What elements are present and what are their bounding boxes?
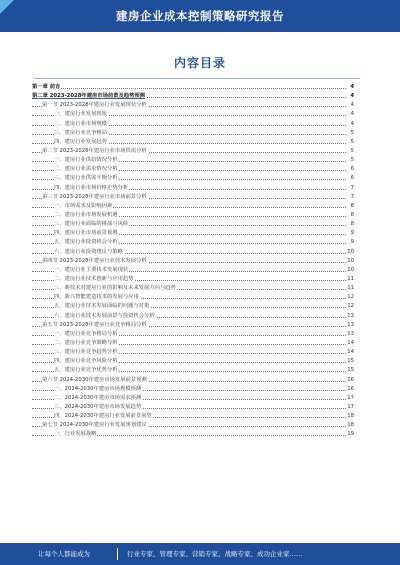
toc-entry[interactable]: [32, 257, 354, 266]
report-title: 建房企业成本控制策略研究报告: [116, 9, 284, 23]
toc-entry-page: 4: [346, 92, 354, 101]
toc-entry-page: 7: [346, 193, 354, 202]
toc-entry-title: 四、建房行业市场前景预测: [54, 229, 119, 238]
toc-entry[interactable]: [32, 312, 354, 321]
toc-entry[interactable]: [32, 101, 354, 110]
toc-entry-title: 四、建房行业市场价格走势分析: [54, 184, 129, 193]
toc-entry-page: 10: [346, 266, 354, 275]
toc-entry-page: 8: [346, 220, 354, 229]
toc-entry-title: 二、2024-2030年建房市场需求预测: [54, 394, 142, 403]
toc-entry-title: 三、建房行业竞争格局: [54, 129, 108, 138]
toc-entry-title: 第二节 2023-2028年建房行业市场供需分析: [42, 147, 148, 156]
toc-entry[interactable]: [32, 138, 354, 147]
toc-entry-title: 第六节 2024-2030年建房市场发展前景预测: [42, 376, 148, 385]
toc-entry-title: 三、2024-2030年建房市场发展趋势: [54, 403, 142, 412]
toc-entry[interactable]: [32, 92, 354, 101]
toc-entry[interactable]: [32, 330, 354, 339]
toc-entry-page: 9: [346, 238, 354, 247]
toc-entry[interactable]: [32, 156, 354, 165]
toc-entry-page: 14: [346, 339, 354, 348]
toc-entry-title: 一、建房行业主要技术发展现状: [54, 266, 129, 275]
footer-bar: [0, 543, 400, 565]
toc-entry-page: 4: [346, 120, 354, 129]
toc-entry-title: 一、行业发展战略: [54, 430, 97, 439]
footer-tagline: 行业专家、管理专家、营销专家、战略专家、成功企业家……: [127, 550, 303, 558]
toc-entry-page: 10: [346, 257, 354, 266]
toc-entry[interactable]: [32, 165, 354, 174]
toc-entry[interactable]: [32, 412, 354, 421]
toc-heading: 内容目录: [173, 56, 226, 70]
toc-entry-page: 4: [346, 101, 354, 110]
toc-entry-page: 8: [346, 211, 354, 220]
toc-entry[interactable]: [32, 83, 354, 92]
toc-entry-page: 5: [346, 129, 354, 138]
toc-entry-title: 四、新兴智能建造技术的发展与应用: [54, 293, 140, 302]
toc-divider: [34, 78, 360, 79]
toc-entry-title: 三、建房行业竞争趋势分析: [54, 348, 119, 357]
toc-entry[interactable]: [32, 184, 354, 193]
toc-entry-title: 四、2024-2030年建房行业发展前景展望: [54, 412, 153, 421]
toc-entry-page: 12: [346, 293, 354, 302]
toc-entry-page: 7: [346, 184, 354, 193]
toc-entry-page: 12: [346, 302, 354, 311]
toc-entry[interactable]: [32, 357, 354, 366]
toc-entry[interactable]: [32, 193, 354, 202]
toc-entry-page: 11: [346, 284, 354, 293]
toc-entry-page: 10: [346, 248, 354, 257]
toc-entry[interactable]: [32, 302, 354, 311]
toc-entry-page: 8: [346, 202, 354, 211]
toc-entry-page: 4: [346, 83, 354, 92]
table-of-contents: [32, 83, 354, 439]
dot-leader: [32, 88, 346, 89]
toc-entry-page: 11: [346, 275, 354, 284]
toc-entry-page: 18: [346, 421, 354, 430]
toc-entry-title: 二、建房行业市场发展机遇: [54, 211, 119, 220]
toc-entry-title: 五、建房行业投资机会分析: [54, 238, 119, 247]
toc-entry-title: 一、建房行业竞争格局分析: [54, 330, 119, 339]
toc-entry-title: 第一节 2023-2028年建房行业发展现状分析: [42, 101, 148, 110]
toc-entry[interactable]: [32, 202, 354, 211]
toc-entry[interactable]: [32, 421, 354, 430]
toc-entry[interactable]: [32, 147, 354, 156]
toc-entry-page: 6: [346, 165, 354, 174]
toc-entry-page: 14: [346, 348, 354, 357]
toc-entry-title: 六、建房行业技术发展前景与投资机会分析: [54, 312, 156, 321]
toc-entry-title: 一、市场需求及影响因素: [54, 202, 113, 211]
toc-entry-title: 二、建房行业竞争策略分析: [54, 339, 119, 348]
toc-entry[interactable]: [32, 238, 354, 247]
toc-entry-title: 一、2024-2030年建房市场规模预测: [54, 385, 142, 394]
toc-entry-title: 二、建房行业技术创新与应用趋势: [54, 275, 134, 284]
toc-entry-title: 五、建房行业技术发展面临的问题与对策: [54, 302, 150, 311]
toc-entry[interactable]: [32, 394, 354, 403]
toc-entry[interactable]: [32, 120, 354, 129]
toc-entry-page: 4: [346, 110, 354, 119]
toc-entry-page: 17: [346, 403, 354, 412]
toc-entry-title: 五、建房行业竞争优势分析: [54, 366, 119, 375]
toc-entry-page: 5: [346, 156, 354, 165]
footer-separator: [117, 548, 118, 560]
toc-entry[interactable]: [32, 211, 354, 220]
toc-entry-title: 四、建房行业发展趋势: [54, 138, 108, 147]
toc-entry-page: 17: [346, 394, 354, 403]
toc-entry-title: 第五节 2023-2028年建房行业竞争格局分析: [42, 321, 148, 330]
toc-entry-title: 三、建房行业供需平衡分析: [54, 174, 119, 183]
toc-entry[interactable]: [32, 248, 354, 257]
toc-entry-page: 9: [346, 229, 354, 238]
toc-entry-title: 第二章 2023-2028年建房市场前景及趋势预测: [32, 92, 146, 101]
report-header-bar: [0, 0, 400, 32]
toc-entry[interactable]: [32, 110, 354, 119]
toc-entry-title: 一、建房行业供给情况分析: [54, 156, 119, 165]
toc-entry-title: 第四节 2023-2028年建房行业技术发展分析: [42, 257, 148, 266]
toc-entry[interactable]: [32, 366, 354, 375]
toc-entry-title: 二、建房行业需求情况分析: [54, 165, 119, 174]
toc-entry-page: 13: [346, 312, 354, 321]
toc-entry-page: 6: [346, 174, 354, 183]
toc-entry-title: 三、建房行业面临的挑战与风险: [54, 220, 129, 229]
toc-entry-page: 16: [346, 376, 354, 385]
toc-entry[interactable]: [32, 376, 354, 385]
toc-entry[interactable]: [32, 430, 354, 439]
toc-entry[interactable]: [32, 385, 354, 394]
toc-entry-title: 二、建房行业市场规模: [54, 120, 108, 129]
toc-entry-page: 5: [346, 138, 354, 147]
toc-entry[interactable]: [32, 284, 354, 293]
toc-entry-title: 第三节 2023-2028年建房行业市场前景分析: [42, 193, 148, 202]
toc-entry[interactable]: [32, 129, 354, 138]
toc-entry-page: 15: [346, 366, 354, 375]
toc-entry[interactable]: [32, 229, 354, 238]
toc-entry-title: 一、建房行业发展现状: [54, 110, 108, 119]
toc-entry-page: 13: [346, 321, 354, 330]
toc-entry[interactable]: [32, 339, 354, 348]
toc-entry[interactable]: [32, 275, 354, 284]
toc-entry-page: 5: [346, 147, 354, 156]
toc-entry[interactable]: [32, 220, 354, 229]
toc-entry-title: 第七节 2024-2030年建房行业发展规划建议: [42, 421, 148, 430]
toc-entry[interactable]: [32, 348, 354, 357]
toc-entry[interactable]: [32, 321, 354, 330]
toc-entry-page: 13: [346, 330, 354, 339]
toc-entry-title: 第一章 前言: [32, 83, 61, 92]
toc-entry[interactable]: [32, 403, 354, 412]
toc-entry-page: 16: [346, 385, 354, 394]
footer-slogan: 让每个人都能成为: [38, 550, 90, 558]
toc-entry-page: 15: [346, 357, 354, 366]
toc-entry-page: 18: [346, 412, 354, 421]
toc-entry-title: 四、建房行业竞争风险分析: [54, 357, 119, 366]
toc-entry-title: 三、新技术对建房行业的影响及未来发展方向与趋势: [54, 284, 177, 293]
toc-entry[interactable]: [32, 293, 354, 302]
toc-entry-title: 六、建房行业投资建议与策略: [54, 248, 124, 257]
toc-entry-page: 19: [346, 430, 354, 439]
toc-entry[interactable]: [32, 174, 354, 183]
toc-entry[interactable]: [32, 266, 354, 275]
